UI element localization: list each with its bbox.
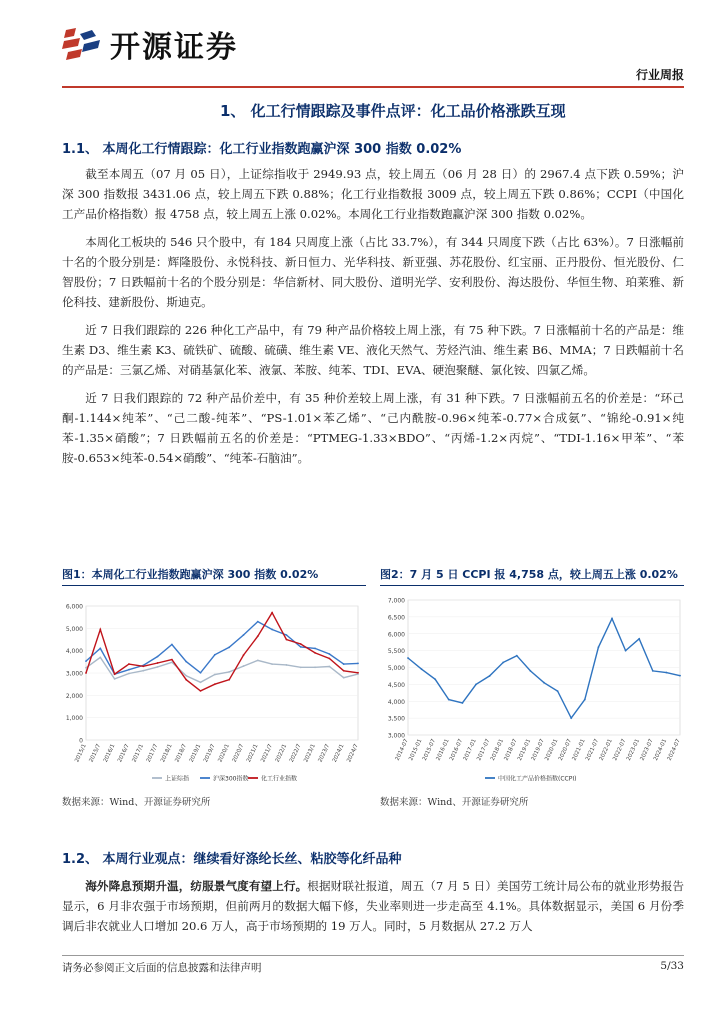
- section-1-2-body: [62, 876, 684, 936]
- data-point: [489, 675, 491, 677]
- y-tick-label: 3,000: [65, 670, 83, 678]
- data-point: [530, 670, 532, 672]
- paragraph-products: 近 7 日我们跟踪的 226 种化工产品中，有 79 种产品价格较上周上涨，有 75 种下跌。7 日涨幅前十名的产品是：维生素 D3、维生素 K3、硫铁矿、硫酸、硫磺、维生素 VE、液化天然气、芳烃汽油、维生素 B6、MMA；7 日跌幅前十名的产品是：三氯乙烯、对硝基氯化苯、液氯、苯胺、纯苯、TDI、EVA、硬泡聚醚、氯化铵、四氯乙烯。: [62, 323, 684, 377]
- data-point: [462, 702, 464, 704]
- brand-logo-icon: [62, 26, 102, 62]
- data-point: [357, 662, 359, 664]
- data-point: [638, 638, 640, 640]
- data-point: [228, 679, 230, 681]
- data-point: [584, 699, 586, 701]
- x-tick-label: 2022/7: [288, 743, 303, 764]
- y-tick-label: 2,000: [65, 692, 83, 700]
- data-point: [286, 664, 288, 666]
- data-point: [314, 666, 316, 668]
- y-tick-label: 6,500: [387, 614, 405, 622]
- x-tick-label: 2015-01: [408, 738, 424, 762]
- data-point: [243, 634, 245, 636]
- x-tick-label: 2018-07: [503, 738, 519, 762]
- x-tick-label: 2023/7: [317, 743, 332, 764]
- data-point: [570, 717, 572, 719]
- figure-2-title: 图2：7 月 5 日 CCPI 报 4,758 点，较上周五上涨 0.02%: [380, 566, 684, 586]
- data-point: [557, 690, 559, 692]
- data-point: [228, 671, 230, 673]
- x-tick-label: 2021-01: [571, 738, 587, 762]
- x-tick-label: 2016/7: [117, 743, 131, 764]
- y-tick-label: 1,000: [65, 715, 83, 723]
- figure-1: [62, 566, 366, 806]
- y-tick-label: 3,000: [387, 732, 405, 740]
- data-point: [543, 682, 545, 684]
- data-point: [128, 673, 130, 675]
- data-point: [128, 663, 130, 665]
- header-divider: [62, 86, 684, 88]
- brand-logo: [62, 22, 238, 66]
- figure-2-source: 数据来源：Wind、开源证券研究所: [380, 797, 529, 808]
- x-tick-label: 2020-01: [544, 738, 560, 762]
- data-point: [434, 678, 436, 680]
- section-1-2-heading: 1.2、 本周行业观点：继续看好涤纶长丝、粘胶等化纤品种: [62, 852, 402, 867]
- data-point: [171, 644, 173, 646]
- x-tick-label: 2019-01: [517, 738, 533, 762]
- figure-2: [380, 566, 684, 806]
- x-tick-label: 2016-07: [449, 738, 465, 762]
- page-header: [0, 0, 724, 90]
- data-point: [185, 679, 187, 681]
- data-point: [357, 672, 359, 674]
- data-point: [300, 646, 302, 648]
- y-tick-label: 0: [79, 737, 83, 745]
- x-tick-label: 2022/1: [274, 743, 289, 764]
- figure-1-title: 图1：本周化工行业指数跑赢沪深 300 指数 0.02%: [62, 566, 366, 586]
- x-tick-label: 2015/7: [88, 743, 103, 764]
- data-point: [85, 672, 87, 674]
- x-tick-label: 2023-07: [639, 738, 655, 762]
- data-point: [679, 675, 681, 677]
- paragraph-market-summary: 截至本周五（07 月 05 日），上证综指收于 2949.93 点，较上周五（06 月 28 日）的 2967.4 点下跌 0.59%；沪深 300 指数报 3431.06 点，较上周五下跌 0.88%；化工行业指数报 3009 点，较上周五下跌 0.86%；CCPI（中国化工产品价格指数）报 4758 点，较上周五上涨 0.02%。本周化工行业指数跑赢沪深 300 指数 0.02%。: [62, 167, 684, 221]
- y-tick-label: 4,500: [387, 681, 405, 689]
- paragraph-industry-text: 根据财联社报道，周五（7 月 5 日）美国劳工统计局公布的就业形势报告显示，6 月非农强于市场预期，但前两月的数据大幅下修，失业率则进一步走高至 4.1%。具体数据显示，美国 6 月份季调后非农就业人口增加 20.6 万人，高于市场预期的 19 万人。同时，5 月数据从 27.2 万人: [62, 879, 684, 933]
- y-tick-label: 4,000: [387, 698, 405, 706]
- data-point: [185, 661, 187, 663]
- data-point: [142, 665, 144, 667]
- data-point: [214, 683, 216, 685]
- data-point: [448, 699, 450, 701]
- data-point: [114, 673, 116, 675]
- data-point: [228, 646, 230, 648]
- data-point: [185, 675, 187, 677]
- data-point: [271, 629, 273, 631]
- data-point: [286, 634, 288, 636]
- data-point: [99, 629, 101, 631]
- x-tick-label: 2017-07: [476, 738, 492, 762]
- data-point: [200, 681, 202, 683]
- x-tick-label: 2018/1: [160, 743, 174, 764]
- data-point: [343, 663, 345, 665]
- x-tick-label: 2019/1: [188, 743, 203, 764]
- data-point: [328, 666, 330, 668]
- data-point: [85, 667, 87, 669]
- data-point: [114, 678, 116, 680]
- x-tick-label: 2021/1: [245, 743, 260, 764]
- x-tick-label: 2015/1: [74, 743, 88, 764]
- data-point: [99, 656, 101, 658]
- data-point: [85, 660, 87, 662]
- data-point: [271, 663, 273, 665]
- data-point: [214, 674, 216, 676]
- data-point: [157, 662, 159, 664]
- data-point: [328, 653, 330, 655]
- section-1-heading: 1、 化工行情跟踪及事件点评：化工品价格涨跌互现: [220, 102, 566, 120]
- data-point: [314, 652, 316, 654]
- x-tick-label: 2020/7: [231, 743, 246, 764]
- figure-2-chart: [380, 590, 684, 790]
- figure-1-chart: [62, 590, 366, 790]
- x-tick-label: 2018-01: [489, 738, 506, 762]
- data-point: [502, 662, 504, 664]
- data-point: [314, 648, 316, 650]
- data-point: [99, 648, 101, 650]
- legend-label: 沪深300指数: [213, 775, 249, 783]
- data-point: [625, 650, 627, 652]
- data-point: [243, 665, 245, 667]
- data-point: [611, 618, 613, 620]
- x-tick-label: 2023-01: [625, 738, 642, 762]
- x-tick-label: 2021-07: [585, 738, 601, 762]
- brand-name: 开源证券: [110, 30, 238, 65]
- x-tick-label: 2017/7: [145, 743, 160, 764]
- data-point: [421, 668, 423, 670]
- x-tick-label: 2024-01: [653, 738, 669, 762]
- x-tick-label: 2017/1: [131, 743, 146, 764]
- data-point: [300, 643, 302, 645]
- data-point: [271, 612, 273, 614]
- report-type-label: 行业周报: [635, 68, 684, 82]
- y-tick-label: 4,000: [65, 648, 83, 656]
- x-tick-label: 2017-01: [462, 738, 478, 762]
- data-point: [142, 670, 144, 672]
- y-tick-label: 3,500: [387, 715, 405, 723]
- y-tick-label: 6,000: [387, 631, 405, 639]
- paragraph-lead: 海外降息预期升温，纺服景气度有望上行。: [85, 879, 308, 893]
- y-tick-label: 6,000: [65, 603, 83, 611]
- x-tick-label: 2022-01: [598, 738, 614, 762]
- x-tick-label: 2023/1: [303, 743, 317, 764]
- data-point: [128, 669, 130, 671]
- x-tick-label: 2024/1: [331, 743, 346, 764]
- legend-label: 上证综指: [165, 775, 190, 783]
- page-number: 5/33: [660, 960, 684, 972]
- x-tick-label: 2016/1: [102, 743, 117, 764]
- data-point: [286, 639, 288, 641]
- data-point: [343, 677, 345, 679]
- data-point: [475, 683, 477, 685]
- x-tick-label: 2014-07: [394, 738, 410, 762]
- x-tick-label: 2015-07: [421, 738, 438, 762]
- data-point: [328, 658, 330, 660]
- data-point: [666, 672, 668, 674]
- data-point: [171, 659, 173, 661]
- paragraph-spreads: 近 7 日我们跟踪的 72 种产品价差中，有 35 种价差较上周上涨，有 31 种下跌。7 日涨幅前五名的价差是：“环己酮-1.144×纯苯”、“己二酸-纯苯”、“PS-1.01×苯乙烯”、“己内酰胺-0.96×纯苯-0.77×合成氨”、“锦纶-0.91×纯苯-1.35×硝酸”；7 日跌幅前五名的价差是：“PTMEG-1.33×BDO”、“丙烯-1.2×丙烷”、“TDI-1.16×甲苯”、“苯胺-0.653×纯苯-0.54×硝酸”、“纯苯-石脑油”。: [62, 391, 684, 465]
- data-point: [214, 654, 216, 656]
- y-tick-label: 5,000: [387, 665, 405, 672]
- footer-disclaimer: 请务必参阅正文后面的信息披露和法律声明: [62, 962, 262, 974]
- data-point: [157, 656, 159, 658]
- x-tick-label: 2022-07: [612, 738, 628, 762]
- data-point: [516, 655, 518, 657]
- x-tick-label: 2018/7: [174, 743, 189, 764]
- y-tick-label: 5,500: [387, 648, 405, 656]
- x-tick-label: 2019/7: [203, 743, 217, 764]
- x-tick-label: 2020-07: [557, 738, 574, 762]
- footer-divider: [62, 955, 684, 956]
- y-tick-label: 7,000: [387, 597, 405, 605]
- data-point: [200, 690, 202, 692]
- data-point: [652, 670, 654, 672]
- data-point: [200, 672, 202, 674]
- data-point: [157, 666, 159, 668]
- x-tick-label: 2024-07: [666, 738, 682, 762]
- paragraph-stocks: 本周化工板块的 546 只个股中，有 184 只周度上涨（占比 33.7%），有 344 只周度下跌（占比 63%）。7 日涨幅前十名的个股分别是：辉隆股份、永悦科技、新日恒力、光华科技、新亚强、苏花股份、红宝丽、正丹股份、恒光股份、仁智股份；7 日跌幅前十名的个股分别是：华信新材、同大股份、道明光学、安利股份、海达股份、华恒生物、珀莱雅、新伦科技、建新股份、斯迪克。: [62, 235, 684, 309]
- legend-label: 化工行业指数: [261, 775, 298, 783]
- data-point: [598, 646, 600, 648]
- data-point: [257, 659, 259, 661]
- data-point: [300, 666, 302, 668]
- paragraph-industry-view: [62, 876, 684, 936]
- data-point: [343, 670, 345, 672]
- x-tick-label: 2016-01: [435, 738, 451, 762]
- section-1-1-heading: 1.1、 本周化工行情跟踪：化工行业指数跑赢沪深 300 指数 0.02%: [62, 142, 462, 157]
- x-tick-label: 2024/7: [346, 743, 360, 764]
- data-point: [257, 635, 259, 637]
- data-point: [407, 657, 409, 659]
- legend-label: 中国化工产品价格指数(CCPI): [498, 775, 577, 783]
- y-tick-label: 5,000: [65, 625, 83, 633]
- data-point: [257, 621, 259, 623]
- figure-row: [62, 566, 684, 806]
- x-tick-label: 2020/1: [217, 743, 231, 764]
- data-point: [243, 654, 245, 656]
- section-1-1-body: [62, 164, 684, 468]
- x-tick-label: 2021/7: [260, 743, 274, 764]
- figure-1-source: 数据来源：Wind、开源证券研究所: [62, 797, 211, 808]
- x-tick-label: 2019-07: [530, 738, 546, 762]
